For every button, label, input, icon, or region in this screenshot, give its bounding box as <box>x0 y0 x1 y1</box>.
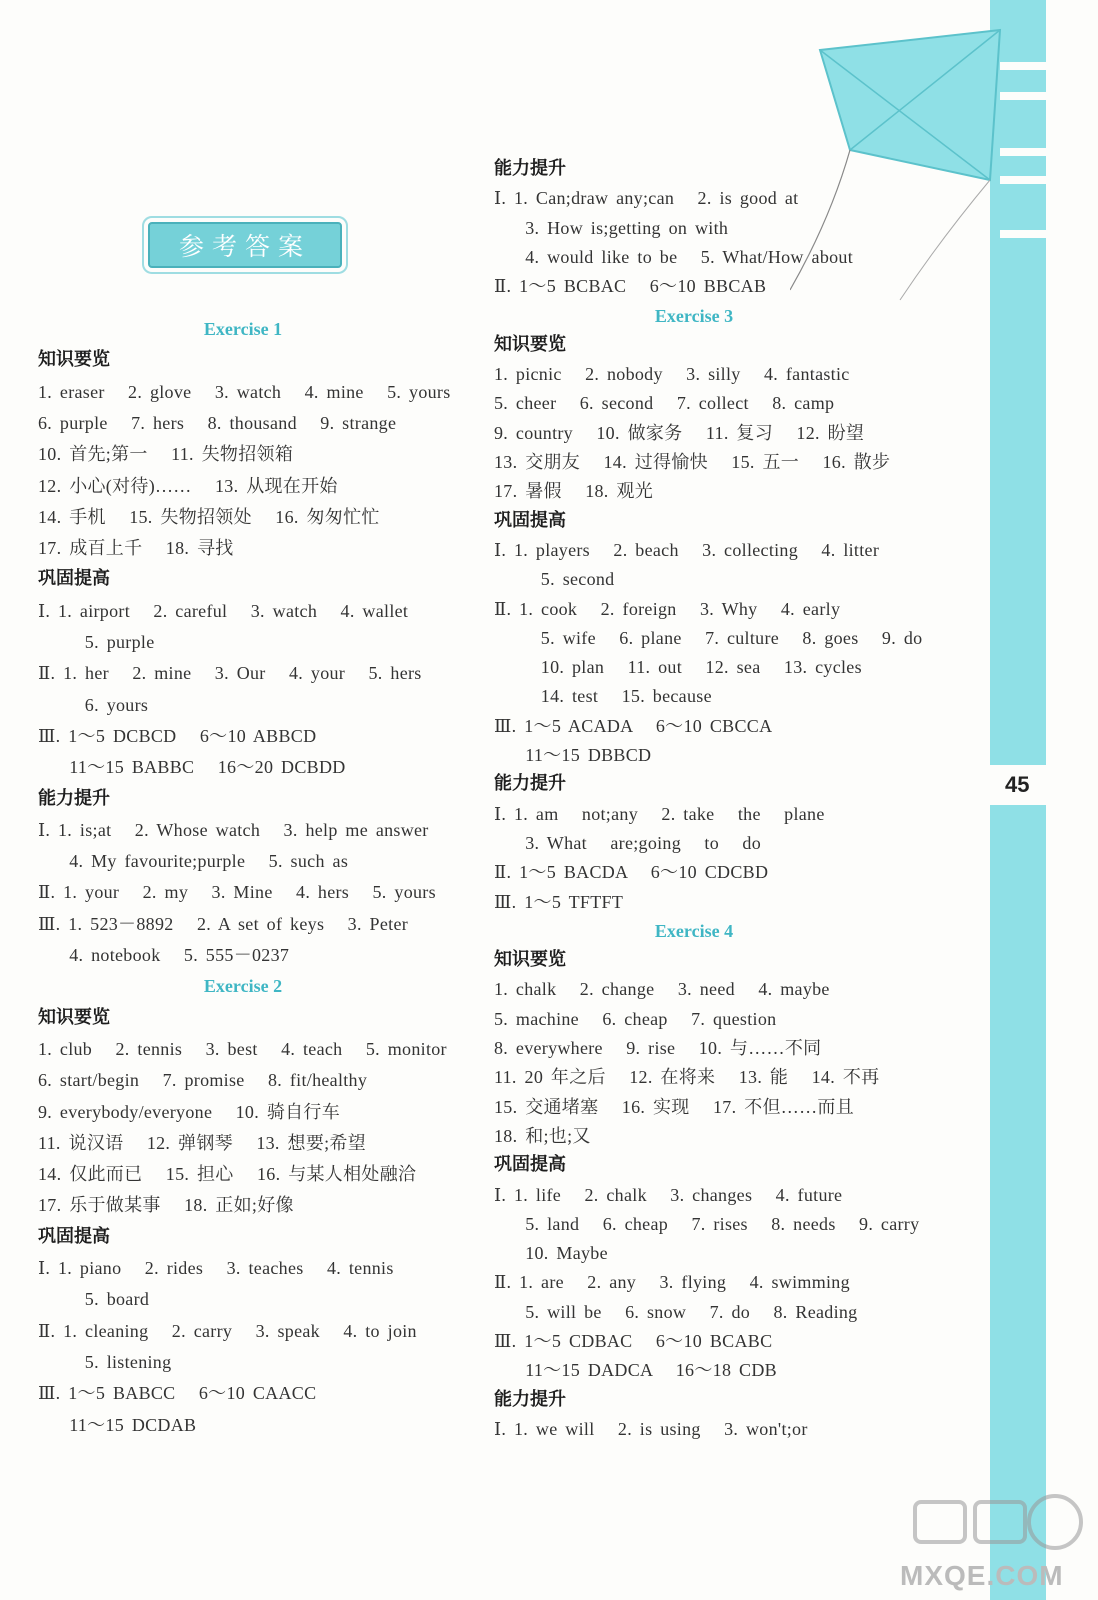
section-heading: 巩固提高 <box>494 509 566 531</box>
answer-line: Ⅱ. 1. her 2. mine 3. Our 4. your 5. hers <box>38 663 422 684</box>
answer-line: 1. picnic 2. nobody 3. silly 4. fantastic <box>494 364 850 385</box>
answer-line: 3. How is;getting on with <box>494 217 729 238</box>
answer-line: 5. purple <box>38 632 155 652</box>
section-heading: 知识要览 <box>494 949 566 971</box>
answer-line: Ⅱ. 1～5 BACDA 6～10 CDCBD <box>494 862 769 883</box>
exercise-heading: Exercise 4 <box>654 920 734 941</box>
exercise-heading: Exercise 1 <box>203 319 283 339</box>
answer-line: Ⅱ. 1. cleaning 2. carry 3. speak 4. to join <box>38 1320 417 1341</box>
answer-line: 5. second <box>494 569 615 590</box>
answer-line: 14. test 15. because <box>494 686 712 707</box>
answer-line: 10. 首先;第一 11. 失物招领箱 <box>38 444 294 465</box>
section-heading: 能力提升 <box>494 773 566 795</box>
answer-line: Ⅲ. 1. 523－8892 2. A set of keys 3. Peter <box>38 913 409 934</box>
page-number: 45 <box>1005 772 1030 797</box>
answer-line: 14. 仅此而已 15. 担心 16. 与某人相处融洽 <box>38 1164 417 1185</box>
answer-line: 9. country 10. 做家务 11. 复习 12. 盼望 <box>494 422 865 443</box>
answer-line: 15. 交通堵塞 16. 实现 17. 不但……而且 <box>494 1096 854 1117</box>
answer-line: 10. Maybe <box>494 1243 608 1264</box>
watermark-text: MXQE.COM <box>900 1560 1064 1591</box>
answer-line: 12. 小心(对待)…… 13. 从现在开始 <box>38 475 338 496</box>
answer-line: 6. start/begin 7. promise 8. fit/healthy <box>38 1070 368 1091</box>
section-heading: 巩固提高 <box>38 568 110 590</box>
answer-line: 4. would like to be 5. What/How about <box>494 246 854 267</box>
answer-line: Ⅲ. 1～5 BABCC 6～10 CAACC <box>38 1383 317 1404</box>
answer-line: 1. chalk 2. change 3. need 4. maybe <box>494 979 830 1000</box>
answer-line: 4. My favourite;purple 5. such as <box>38 851 349 872</box>
answer-line: Ⅰ. 1. life 2. chalk 3. changes 4. future <box>494 1184 843 1205</box>
answer-line: 17. 暑假 18. 观光 <box>494 481 653 502</box>
answer-line: 4. notebook 5. 555－0237 <box>38 945 290 965</box>
answer-key-title-banner <box>148 222 342 268</box>
answer-line: 11～15 DCDAB <box>38 1414 197 1435</box>
answer-line: 5. will be 6. snow 7. do 8. Reading <box>494 1301 858 1322</box>
section-heading: 知识要览 <box>38 1006 110 1028</box>
answer-line: 17. 成百上千 18. 寻找 <box>38 538 234 559</box>
answer-line: Ⅱ. 1. your 2. my 3. Mine 4. hers 5. yours <box>38 882 436 903</box>
answer-line: 3. What are;going to do <box>494 832 762 853</box>
section-heading: 知识要览 <box>38 349 110 371</box>
answer-line: Ⅰ. 1. is;at 2. Whose watch 3. help me answer <box>38 819 429 840</box>
answer-line: 8. everywhere 9. rise 10. 与……不同 <box>494 1038 822 1058</box>
exercise-heading: Exercise 3 <box>654 305 734 326</box>
answer-line: 5. board <box>38 1289 150 1310</box>
answer-line: 5. machine 6. cheap 7. question <box>494 1008 777 1029</box>
answer-line: 10. plan 11. out 12. sea 13. cycles <box>494 657 862 678</box>
answer-line: Ⅱ. 1. cook 2. foreign 3. Why 4. early <box>494 598 841 619</box>
answer-line: 11. 20 年之后 12. 在将来 13. 能 14. 不再 <box>494 1067 880 1088</box>
answer-line: 11～15 DADCA 16～18 CDB <box>494 1360 777 1381</box>
answer-line: 14. 手机 15. 失物招领处 16. 匆匆忙忙 <box>38 506 380 527</box>
answer-line: Ⅱ. 1. are 2. any 3. flying 4. swimming <box>494 1272 850 1293</box>
answer-line: 11. 说汉语 12. 弹钢琴 13. 想要;希望 <box>38 1132 367 1153</box>
answer-line: Ⅰ. 1. players 2. beach 3. collecting 4. litter <box>494 539 880 560</box>
answer-line: 11～15 DBBCD <box>494 745 652 765</box>
answer-line: 6. purple 7. hers 8. thousand 9. strange <box>38 412 397 433</box>
section-heading: 能力提升 <box>494 158 566 179</box>
answer-line: Ⅰ. 1. we will 2. is using 3. won't;or <box>494 1418 808 1439</box>
section-heading: 能力提升 <box>494 1388 566 1410</box>
answer-line: 5. wife 6. plane 7. culture 8. goes 9. do <box>494 627 923 648</box>
answer-line: Ⅱ. 1～5 BCBAC 6～10 BBCAB <box>494 276 767 297</box>
answer-line: 5. land 6. cheap 7. rises 8. needs 9. carry <box>494 1213 920 1234</box>
page-title: 参考答案 <box>178 232 311 261</box>
answer-line: 17. 乐于做某事 18. 正如;好像 <box>38 1195 294 1216</box>
section-heading: 巩固提高 <box>494 1154 566 1176</box>
section-heading: 能力提升 <box>38 787 110 809</box>
answer-line: Ⅰ. 1. Can;draw any;can 2. is good at <box>494 188 799 209</box>
answer-line: 18. 和;也;又 <box>494 1125 591 1146</box>
answer-line: 9. everybody/everyone 10. 骑自行车 <box>38 1101 341 1122</box>
answer-line: Ⅲ. 1～5 ACADA 6～10 CBCCA <box>494 715 773 736</box>
answer-line: 1. club 2. tennis 3. best 4. teach 5. monitor <box>38 1038 447 1059</box>
section-heading: 知识要览 <box>494 333 566 355</box>
answer-line: 6. yours <box>38 694 149 715</box>
answer-line: Ⅰ. 1. piano 2. rides 3. teaches 4. tennis <box>38 1258 394 1278</box>
answer-line: Ⅰ. 1. airport 2. careful 3. watch 4. wallet <box>38 600 409 621</box>
section-heading: 巩固提高 <box>38 1225 110 1247</box>
answer-line: 1. eraser 2. glove 3. watch 4. mine 5. yours <box>38 381 451 402</box>
answer-line: Ⅲ. 1～5 TFTFT <box>494 891 624 912</box>
right-margin <box>1046 0 1098 1600</box>
answer-line: Ⅲ. 1～5 DCBCD 6～10 ABBCD <box>38 725 317 746</box>
answer-line: 11～15 BABBC 16～20 DCBDD <box>38 757 346 778</box>
exercise-heading: Exercise 2 <box>203 976 283 997</box>
answer-line: 5. listening <box>38 1351 172 1372</box>
answer-line: 13. 交朋友 14. 过得愉快 15. 五一 16. 散步 <box>494 452 891 472</box>
answer-line: Ⅰ. 1. am not;any 2. take the plane <box>494 803 825 824</box>
answer-line: 5. cheer 6. second 7. collect 8. camp <box>494 393 835 414</box>
answer-line: Ⅲ. 1～5 CDBAC 6～10 BCABC <box>494 1331 773 1351</box>
